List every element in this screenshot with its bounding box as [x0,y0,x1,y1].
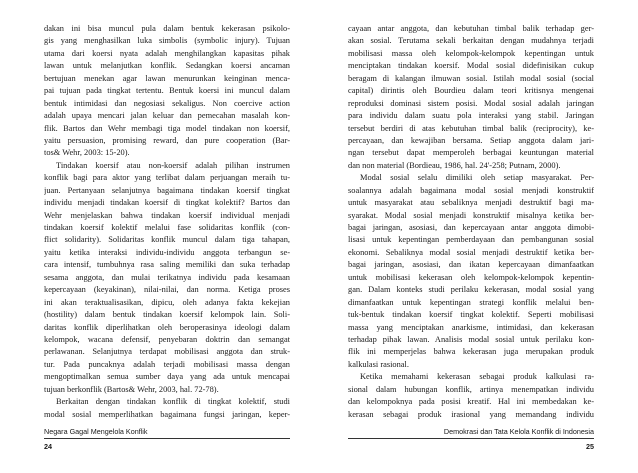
text-line: lawan untuk melanjutkan konflik. Sedangkan koersi ancaman [44,61,290,71]
text-line: bentuk intimidasi dan negosiasi sekaligus. Non coercive action [44,98,290,108]
text-line: massa yang menciptakan anarkisme, intimidasi, dan kekerasan [348,322,594,332]
text-line: ekonomi. Sebaliknya modal sosial menjadi destruktif ketika ber- [348,247,594,257]
text-line: kelompok, wacana defensif, penyebaran doktrin dan semangat [44,334,290,344]
text-line: soalannya adalah bagaimana modal sosial menjadi konstruktif [348,185,594,195]
text-line: Tindakan koersif atau non-koersif adalah pilihan instrumen [56,160,290,170]
text-line: kepercayaan (keyakinan), nilai-nilai, dan norma. Ketiga proses [44,285,290,295]
text-line: dimanfaatkan untuk kepentingan strategi konflik melalui ben- [348,297,594,307]
text-line: dan kelompoknya pada posisi kreatif. Hal ini membedakan ke- [348,397,594,407]
right-page-footer [348,427,594,451]
text-line: juan. Pertanyaan selanjutnya bagaimana tindakan koersif tingkat [44,185,290,195]
text-line: tindakan koersif kolektif melalui fase solidaritas konflik (con- [44,223,290,232]
text-line: beragam di kalangan ilmuwan sosial. Istilah modal sosial (social [348,73,594,83]
text-line: cayaan antar anggota, dan kebutuhan timbal balik terhadap ger- [348,24,594,33]
text-line: kerasan sebagai produk irasional yang memandang individu [348,409,594,419]
text-line: akan sosial. Terutama sekali berkaitan dengan mudahnya terjadi [348,36,594,46]
text-line: individu menjadi tindakan koersif di tingkat kolektif? Bartos dan [44,198,290,208]
text-line: dakan ini bisa muncul pula dalam bentuk kekerasan psikolo- [44,24,290,33]
text-line: syarakat. Modal sosial menjadi konstruktif misalnya ketika ber- [348,210,594,220]
left-running-footer-title: Negara Gagal Mengelola Konflik [44,427,290,439]
left-page-text [44,23,290,421]
text-line: cara intensif, tumbuhnya rasa saling memiliki dan suka terhadap [44,260,290,270]
text-line: pai tujuan pada tingkat tertentu. Bentuk koersi ini muncul dalam [44,86,290,96]
text-line: flik. Bartos dan Wehr membagi tiga model tindakan non koersif, [44,123,290,133]
text-line: untuk masyarakat atau sebaliknya menjadi destruktif bagi ma- [348,198,594,208]
text-line: (hostility) dalam bentuk tindakan koersif kelompok lain. Soli- [44,310,290,320]
right-running-footer-title: Demokrasi dan Tata Kelola Konflik di Indonesia [348,427,594,439]
text-line: flik ini memperjelas bahwa kekerasan juga merupakan produk [348,347,594,357]
text-line: modal sosial memperlihatkan bagaimana fungsi jaringan, keper- [44,409,290,419]
text-line: daritas konflik diperlihatkan oleh beroperasinya ideologi dalam [44,322,290,332]
text-line: tos& Wehr, 2003: 15-20). [44,148,130,158]
text-line: flict solidarity). Solidaritas konflik muncul dalam tiga tahapan, [44,235,290,245]
text-line: tujuan berkonflik (Bartos& Wehr, 2003, hal. 72-78). [44,384,219,394]
text-line: dan non material (Bordieau, 1986, hal. 24'-258; Putnam, 2000). [348,160,561,170]
text-line: bagai jaringan, asosiasi, dan kepercayaan antar anggota dimobi- [348,223,594,232]
text-line: perlawanan. Selanjutnya terdapat mobilisasi anggota dan struk- [44,347,290,357]
text-line: sional dalam hubungan konflik, artinya menempatkan individu [348,384,594,394]
text-line: terhadap pihak lawan. Analisis modal sosial untuk perilaku kon- [348,334,594,344]
text-line: bertujuan menekan agar lawan menurunkan keinginan menca- [44,73,290,83]
text-line: gan. Dalam konteks studi perilaku kekerasan, modal sosial yang [348,285,594,295]
text-line: ngan tersebut dapat memperoleh berbagai keuntungan material [348,148,594,158]
text-line: mengoptimalkan semua sumber daya yang ada untuk mencapai [44,372,290,382]
left-page-number: 24 [44,442,52,451]
text-line: tur. Pada puncaknya adalah terjadi mobilisasi massa dengan [44,359,290,369]
text-line: Ketika memahami kekerasan sebagai produk kalkulasi ra- [360,372,594,382]
right-page-text [348,23,594,421]
text-line: yaitu persuasion, promising reward, dan pure cooperation (Bar- [44,135,290,145]
text-line: gis yang menghasilkan luka simbolis (symbolic injury). Tujuan [44,36,290,46]
text-line: sesama anggota, dan mulai terikatnya individu pada kesamaan [44,272,290,282]
right-page [319,0,638,473]
text-line: adalah upaya mencari jalan keluar dan pemecahan masalah kon- [44,111,290,121]
text-line: capital) dirintis oleh Bourdieu dalam teori kritisnya mengenai [348,86,594,96]
text-line: Modal sosial selalu dimiliki oleh setiap masyarakat. Per- [360,173,594,183]
text-line: yaitu ketika interaksi individu-individu anggota terbangun se- [44,247,290,257]
text-line: bagai jaringan, asosiasi, dan ikatan kepercayaan dimanfaatkan [348,260,594,270]
left-page-footer [44,427,290,451]
text-line: tersebut berdiri di atas kebutuhan timbal balik (reciprocity), ke- [348,123,594,133]
text-line: reproduksi dominasi sistem posisi. Modal sosial adalah jaringan [348,98,594,108]
text-line: Wehr menjelaskan bahwa tindakan koersif individual menjadi [44,210,290,220]
text-line: mobilisasi massa oleh kelompok-kelompok kepentingan untuk [348,48,594,58]
text-line: lisasi untuk kepentingan pemberdayaan dan pembangunan sosial [348,235,594,245]
text-line: ini akan teraktualisasikan, dipicu, oleh adanya fakta kekejian [44,297,290,307]
right-page-number: 25 [586,442,594,451]
text-line: percayaan, dan kewajiban bersama. Setiap anggota dalam jari- [348,135,594,145]
text-line: tuk-bentuk tindakan koersif tingkat kolektif. Seperti mobilisasi [348,310,594,320]
text-line: para individu dalam suatu pola interaksi yang stabil. Jaringan [348,111,594,121]
text-line: kalkulasi rasional. [348,359,409,369]
text-line: Berkaitan dengan tindakan konflik di tingkat kolektif, studi [56,397,290,407]
text-line: untuk mobilisasi kekerasan oleh kelompok-kelompok kepentin- [348,272,594,282]
text-line: konflik bagi para aktor yang terlibat dalam perjuangan meraih tu- [44,173,290,183]
text-line: utama dari koersi nyata adalah menghilangkan kapasitas pihak [44,48,290,58]
text-line: menciptakan tindakan koersif. Modal sosial didefinisikan cukup [348,61,594,71]
